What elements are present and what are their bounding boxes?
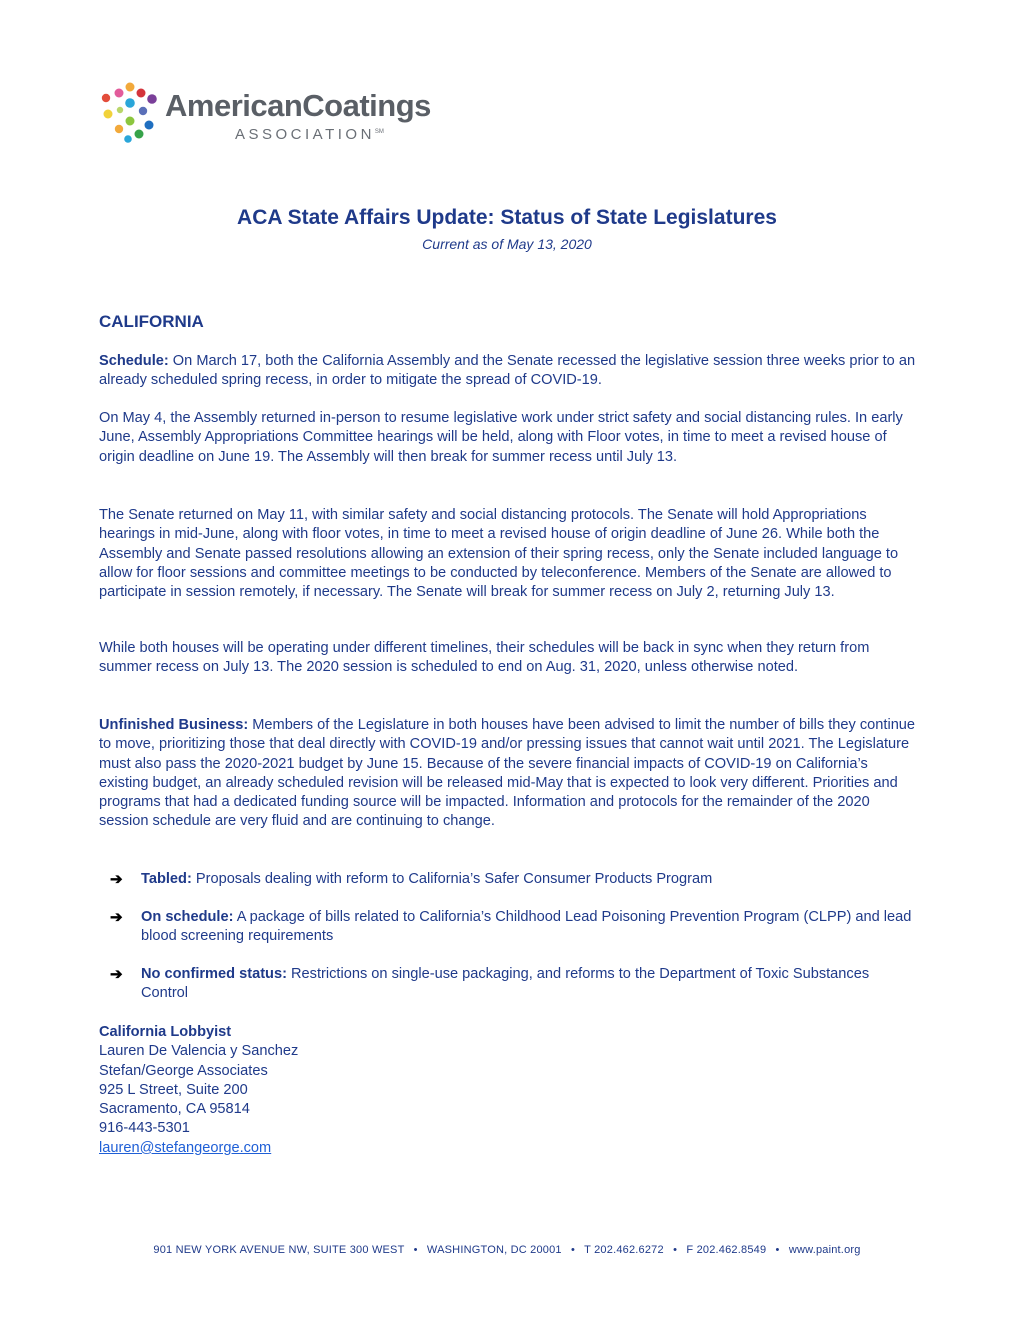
bullet-label: On schedule: bbox=[141, 909, 234, 925]
assembly-paragraph bbox=[99, 409, 919, 467]
page-footer bbox=[0, 1244, 1014, 1256]
bullet-label: No confirmed status: bbox=[141, 966, 287, 982]
bullet-text: A package of bills related to California’s Childhood Lead Poisoning Prevention Program (CLPP) and lead blood screening requirements bbox=[141, 909, 912, 945]
logo-dot bbox=[126, 83, 135, 92]
assembly-text: On May 4, the Assembly returned in-person to resume legislative work under strict safety and social distancing rules. In early June, Assembly Appropriations Committee hearings will be held, along with Floor votes, in time to meet a revised house of origin deadline on June 19. The Assembly will then break for summer recess until July 13. bbox=[99, 410, 903, 465]
lobbyist-firm: Stefan/George Associates bbox=[99, 1062, 268, 1079]
bullet-text: Restrictions on single-use packaging, and reforms to the Department of Toxic Substances Control bbox=[141, 966, 870, 1002]
schedule-paragraph bbox=[99, 352, 919, 391]
logo-dot bbox=[147, 94, 157, 104]
logo-association: ASSOCIATION℠ bbox=[235, 126, 384, 143]
logo-dot bbox=[124, 135, 132, 143]
lobbyist-heading: California Lobbyist bbox=[99, 1024, 232, 1040]
logo-dot bbox=[115, 125, 123, 133]
aca-logo bbox=[100, 82, 431, 148]
timeline-text: While both houses will be operating under different timelines, their schedules will be back in sync when they return from summer recess on July 13. The 2020 session is scheduled to end on Aug. 31, 2020, unless otherwise noted. bbox=[99, 640, 870, 676]
logo-dot bbox=[137, 89, 146, 98]
logo-dot bbox=[139, 107, 147, 115]
schedule-label: Schedule: bbox=[99, 353, 169, 369]
logo-dot bbox=[126, 117, 135, 126]
lobbyist-street: 925 L Street, Suite 200 bbox=[99, 1081, 248, 1098]
logo-dot bbox=[135, 130, 144, 139]
state-heading: CALIFORNIA bbox=[99, 312, 204, 331]
page-subtitle: Current as of May 13, 2020 bbox=[422, 236, 592, 252]
lobbyist-city: Sacramento, CA 95814 bbox=[99, 1101, 250, 1118]
footer-fax: F 202.462.8549 bbox=[686, 1244, 767, 1256]
logo-dots-icon bbox=[100, 82, 160, 144]
lobbyist-name: Lauren De Valencia y Sanchez bbox=[99, 1043, 299, 1060]
senate-text: The Senate returned on May 11, with similar safety and social distancing protocols. The Senate will hold Appropriations hearings in mid-June, along with floor votes, in time to meet a revised house of origin deadline of June 26. While both the Assembly and Senate passed resolutions allowing an extension of their spring recess, only the Senate included language to allow for floor sessions and committee meetings to be conducted by teleconference. Members of the Senate are allowed to participate in session remotely, if necessary. The Senate will break for summer recess on July 2, returning July 13. bbox=[99, 507, 899, 601]
logo-dot bbox=[104, 110, 113, 119]
footer-separator: • bbox=[413, 1244, 418, 1256]
senate-paragraph bbox=[99, 506, 919, 602]
footer-website[interactable]: www.paint.org bbox=[788, 1244, 861, 1256]
footer-separator: • bbox=[571, 1244, 576, 1256]
logo-dot bbox=[115, 89, 124, 98]
logo-dot bbox=[145, 121, 154, 130]
lobbyist-phone: 916-443-5301 bbox=[99, 1120, 190, 1137]
arrow-right-icon: ➔ bbox=[110, 909, 123, 926]
timeline-paragraph bbox=[99, 639, 919, 678]
footer-city: WASHINGTON, DC 20001 bbox=[426, 1244, 562, 1256]
arrow-right-icon: ➔ bbox=[110, 966, 123, 983]
arrow-right-icon: ➔ bbox=[110, 871, 123, 888]
lobbyist-email-link[interactable]: lauren@stefangeorge.com bbox=[99, 1139, 272, 1156]
logo-dot bbox=[125, 98, 135, 108]
footer-address: 901 NEW YORK AVENUE NW, SUITE 300 WEST bbox=[153, 1244, 405, 1256]
unfinished-text: Members of the Legislature in both houses have been advised to limit the number of bills they continue to move, prioritizing those that deal directly with COVID-19 and/or pressing issues that cannot wait until 2021. The Legislature must also pass the 2020-2021 budget by June 15. Because of the severe financial impacts of COVID-19 on California’s existing budget, an already scheduled revision will be released mid-May that is expected to look very different. Priorities and programs that had a dedicated funding source will be impacted. Information and protocols for the remainder of the 2020 session schedule are very fluid and are continuing to change. bbox=[99, 717, 916, 830]
footer-separator: • bbox=[775, 1244, 780, 1256]
footer-tel: T 202.462.6272 bbox=[584, 1244, 664, 1256]
bullet-text: Proposals dealing with reform to California’s Safer Consumer Products Program bbox=[191, 871, 713, 887]
logo-wordmark: AmericanCoatings bbox=[165, 88, 431, 123]
unfinished-business-paragraph bbox=[99, 716, 919, 832]
lobbyist-contact bbox=[99, 1023, 298, 1158]
logo-dot bbox=[117, 107, 123, 113]
footer-separator: • bbox=[673, 1244, 678, 1256]
schedule-text: On March 17, both the California Assembly and the Senate recessed the legislative session three weeks prior to an already scheduled spring recess, in order to mitigate the spread of COVID-19. bbox=[99, 353, 916, 389]
page-title: ACA State Affairs Update: Status of State Legislatures bbox=[237, 206, 777, 229]
bullet-label: Tabled: bbox=[141, 871, 192, 887]
logo-dot bbox=[102, 94, 110, 102]
unfinished-label: Unfinished Business: bbox=[99, 717, 249, 733]
